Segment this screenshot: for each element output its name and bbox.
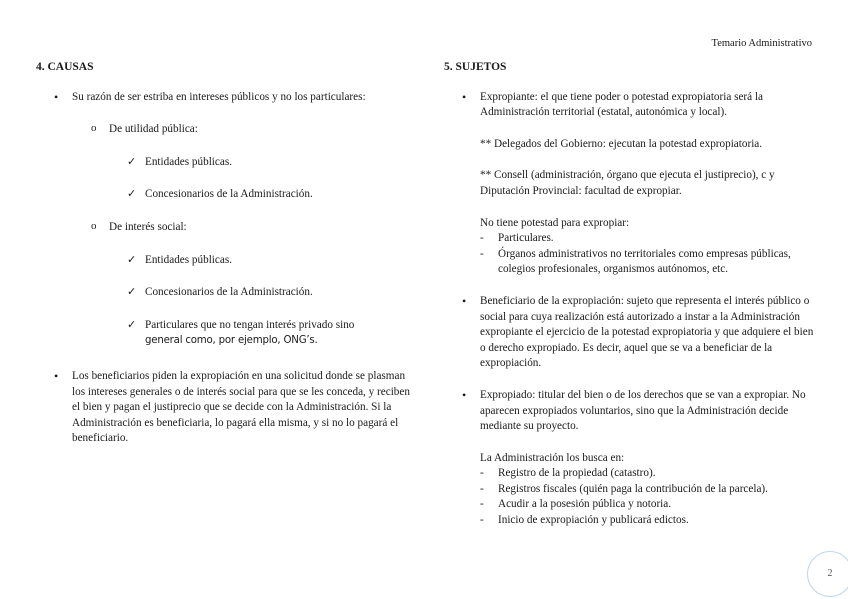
left-column <box>36 60 416 464</box>
dash-item: - Registro de la propiedad (catastro). <box>480 466 816 482</box>
note-paragraph: ** Delegados del Gobierno: ejecutan la potestad expropiatoria. <box>480 137 763 150</box>
sub-item-interes-social: o De interés social: <box>36 220 416 236</box>
search-intro: La Administración los busca en: <box>480 451 625 464</box>
right-column <box>444 60 816 529</box>
check-item <box>36 187 416 203</box>
check-item <box>36 285 416 301</box>
bullet-item: • Los beneficiarios piden la expropiación en una solicitud donde se plasman los intereses generales o de interés social para que se les conceda, y reciben el bien y pagan el justiprecio que se decide con la Administración. Si la Administración es beneficiaria, lo pagará ella misma, y si no lo pagará el beneficiario. <box>36 369 416 447</box>
check-icon: ✓ <box>127 155 137 168</box>
dash-item: - Acudir a la posesión pública y notoria. <box>480 497 816 513</box>
check-icon: ✓ <box>127 188 137 201</box>
bullet-item: • Expropiante: el que tiene poder o potestad expropiatoria será la Administración territorial (estatal, autonómica y local). <box>444 90 816 121</box>
note-paragraph: ** Consell (administración, órgano que ejecuta el justiprecio), c y Diputación Provincial: facultad de expropiar. <box>480 169 775 197</box>
check-item-text-continuation: general como, por ejemplo, ONG’s. <box>145 335 318 347</box>
check-item <box>36 155 416 171</box>
section-heading-sujetos: 5. SUJETOS <box>444 61 507 73</box>
check-item-text: Entidades públicas. <box>145 155 232 168</box>
check-icon: ✓ <box>127 318 137 331</box>
no-power-intro: No tiene potestad para expropiar: <box>480 216 630 229</box>
dash-item: - Registros fiscales (quién paga la contribución de la parcela). <box>480 482 816 498</box>
bullet-item: • Beneficiario de la expropiación: sujeto que representa el interés público o social para cuya realización está autorizado a instar a la Administración expropiante el ejercicio de la potestad expropiatoria y que adquiere el bien o derecho expropiado. Es decir, aquel que se va a beneficiar de la expropiación. <box>444 294 816 372</box>
dash-item: - Particulares. <box>480 231 816 247</box>
check-item <box>36 253 416 269</box>
section-heading-causas: 4. CAUSAS <box>36 61 94 73</box>
sub-item-utilidad-publica: o De utilidad pública: <box>36 122 416 138</box>
check-item-text: Particulares que no tengan interés privado sino <box>145 318 355 331</box>
check-item-text: Concesionarios de la Administración. <box>145 188 313 201</box>
check-item-text: Entidades públicas. <box>145 253 232 266</box>
check-item <box>36 318 416 349</box>
check-icon: ✓ <box>127 286 137 299</box>
bullet-item: • Expropiado: titular del bien o de los derechos que se van a expropiar. No aparecen expropiados voluntarios, sino que la Administración decide mediante su proyecto. <box>444 388 816 435</box>
bullet-item: • Su razón de ser estriba en intereses públicos y no los particulares: <box>36 90 416 106</box>
dash-item: - Órganos administrativos no territoriales como empresas públicas, colegios profesionales, organismos autónomos, etc. <box>480 247 816 278</box>
check-icon: ✓ <box>127 253 137 266</box>
page-number: 2 <box>807 551 848 597</box>
running-header: Temario Administrativo <box>711 38 812 49</box>
dash-item: - Inicio de expropiación y publicará edictos. <box>480 513 816 529</box>
check-item-text: Concesionarios de la Administración. <box>145 286 313 299</box>
